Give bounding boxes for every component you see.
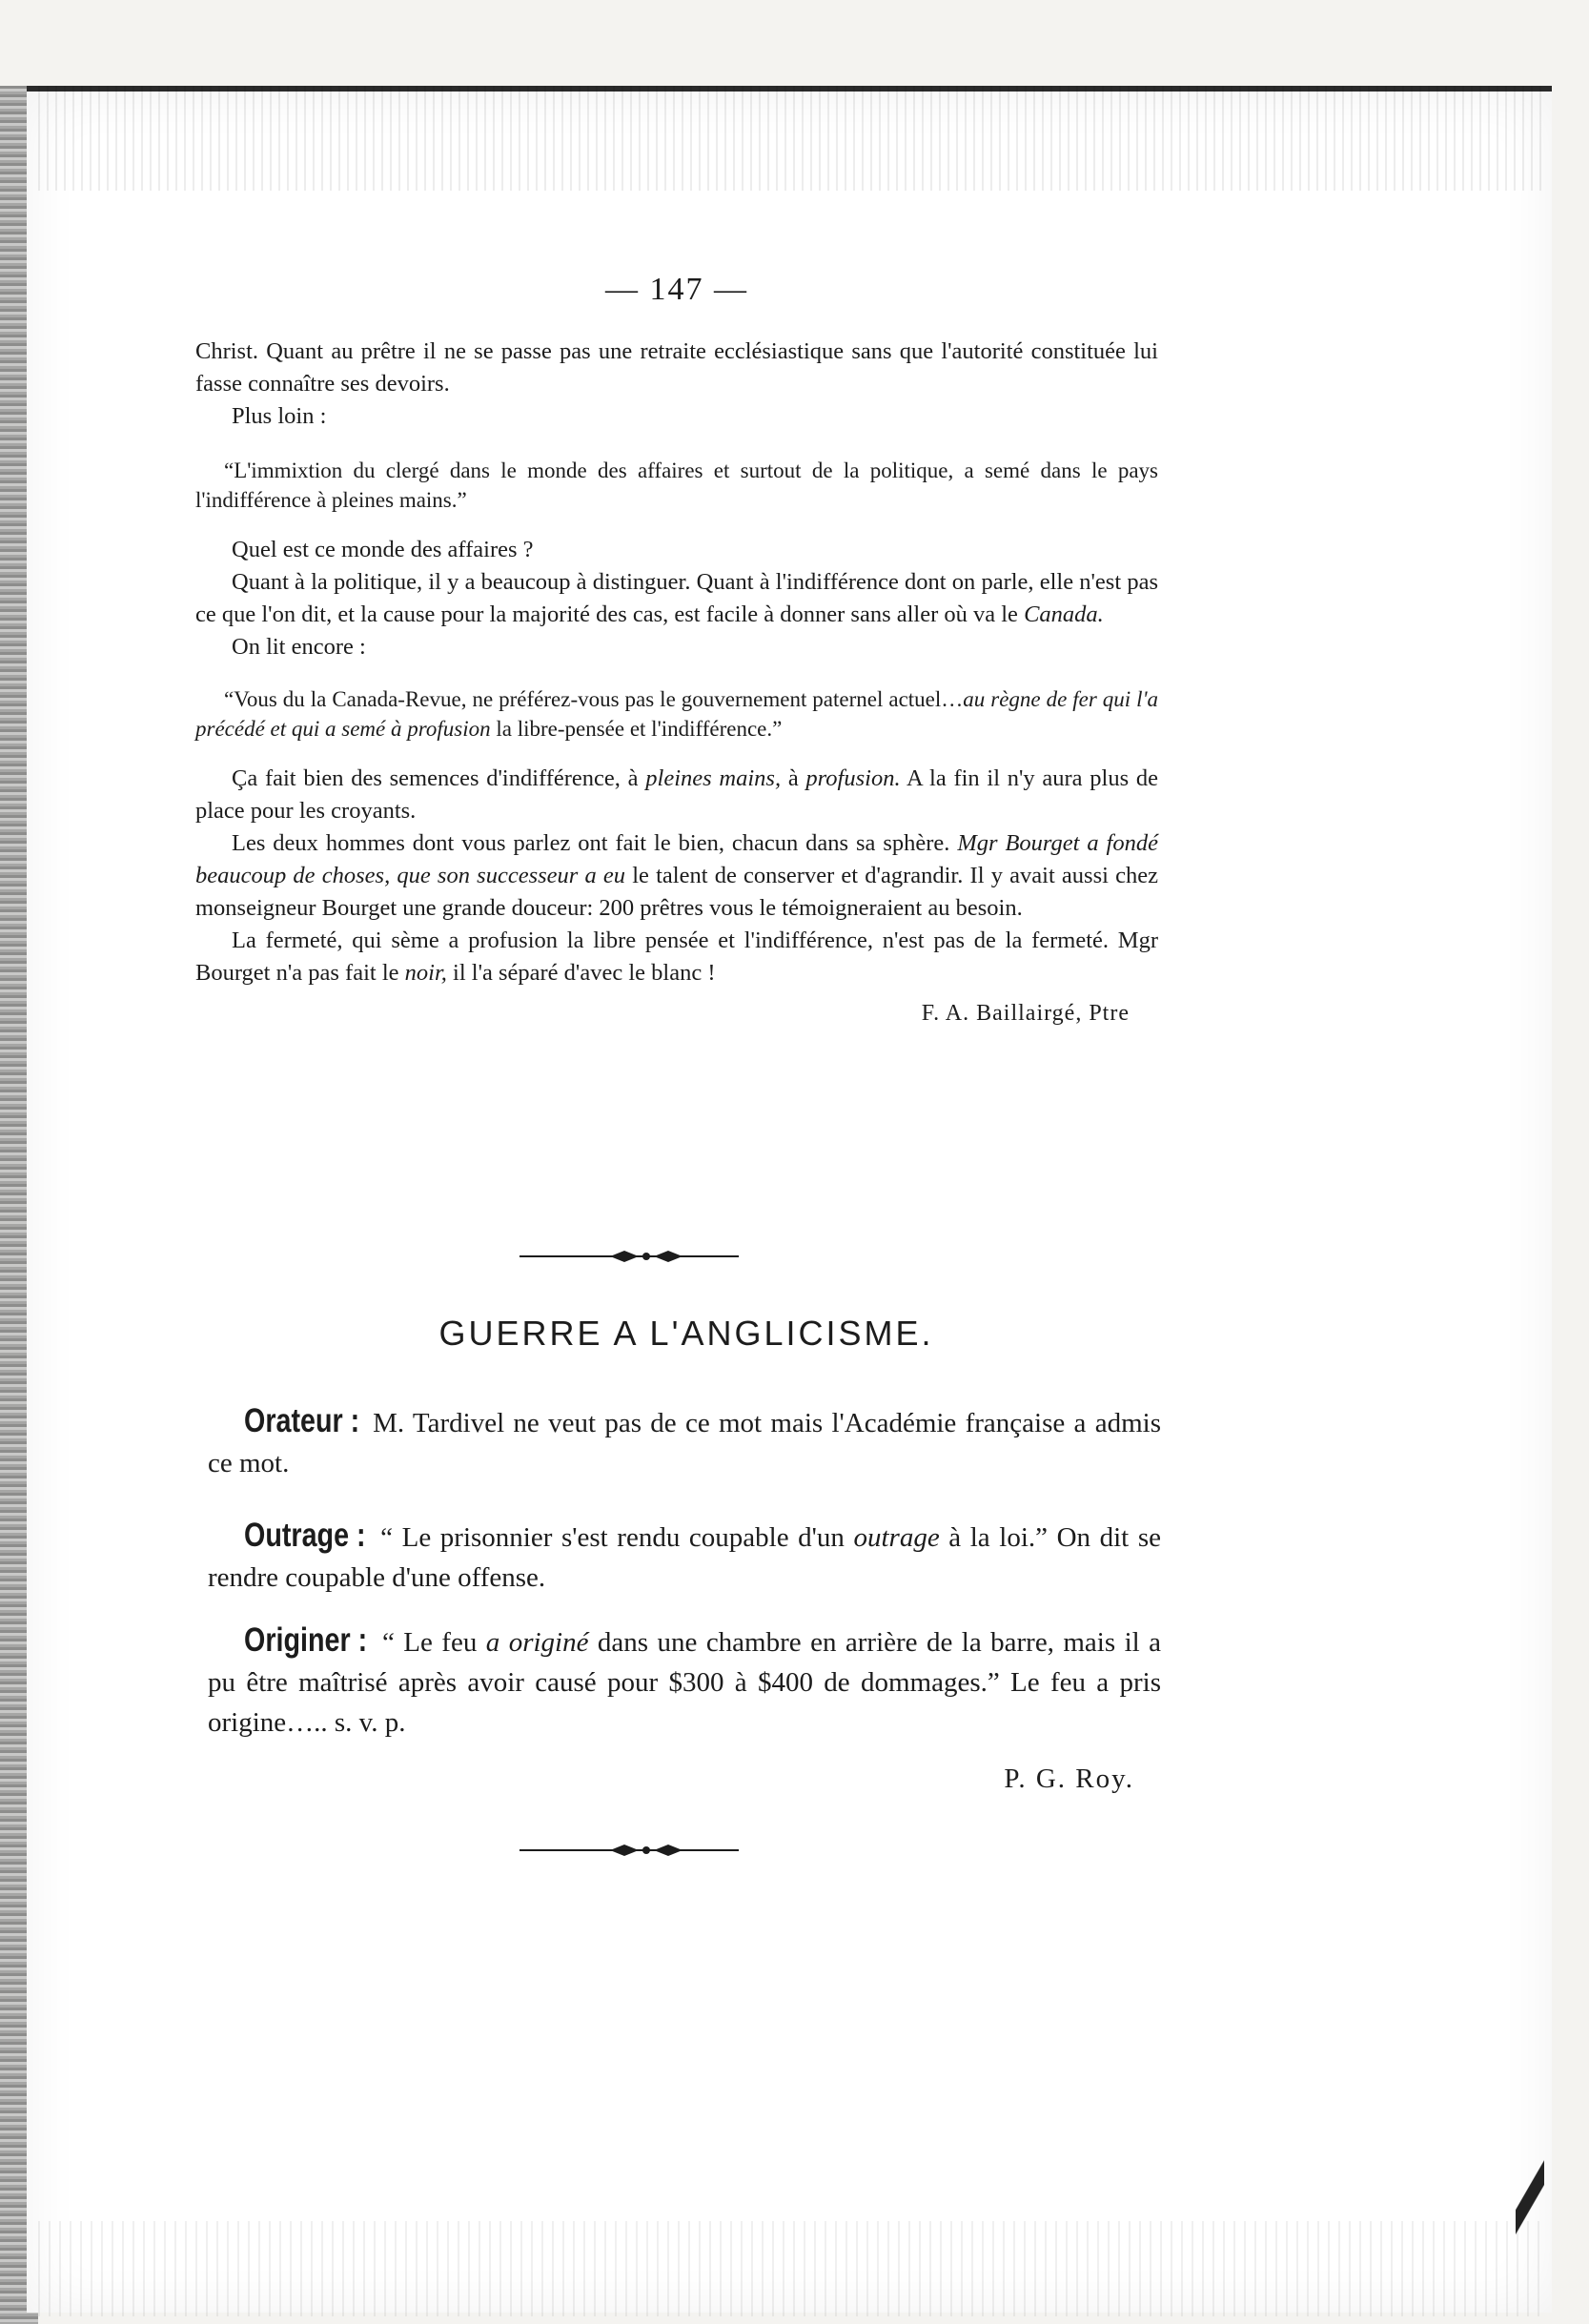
blockquote: “L'immixtion du clergé dans le monde des affaires et surtout de la politique, a semé dans le pays l'indifférence à pleines mains.” — [195, 459, 1158, 512]
entry-text: à la loi.” On dit se rendre coupable d'une offense. — [208, 1522, 1161, 1593]
text-run: Quant à la politique, il y a beaucoup à distinguer. Quant à l'indifférence dont on parle, elle n'est pas ce que l'on dit, et la cause pour la majorité des cas, est facile à donner sans aller où va le — [195, 569, 1158, 627]
paragraph — [195, 827, 1158, 925]
paragraph — [195, 763, 1158, 827]
entry-text: dans une chambre en arrière de la barre, mais il a pu être maîtrisé après avoir causé pour $300 à $400 de dommages.” Le feu a pris origine….. s. v. p. — [208, 1627, 1161, 1738]
entry-text: “ Le feu — [373, 1627, 486, 1658]
text-run: à — [781, 765, 806, 791]
italic-text: a originé — [485, 1627, 589, 1658]
glossary-entry-orateur — [208, 1401, 1161, 1483]
text-run: Ça fait bien des semences d'indifférence, à — [232, 765, 646, 791]
italic-text: outrage — [853, 1522, 940, 1553]
text-run: A la fin il n'y aura plus de place pour les croyants. — [195, 765, 1158, 824]
ornament-divider — [519, 1249, 739, 1264]
paragraph: Plus loin : — [232, 403, 327, 429]
blockquote — [195, 684, 1158, 744]
italic-text: pleines mains, — [645, 765, 782, 791]
page-number: — 147 — — [605, 272, 748, 307]
text-run: il l'a séparé d'avec le blanc ! — [446, 960, 716, 986]
author-signature: P. G. Roy. — [1004, 1763, 1134, 1794]
entry-term: Originer : — [244, 1621, 368, 1659]
text-run: Les deux hommes dont vous parlez ont fait le bien, chacun dans sa sphère. — [232, 830, 958, 856]
paragraph — [195, 566, 1158, 631]
article-baillairge — [195, 336, 1158, 1029]
italic-text: noir, — [404, 960, 447, 986]
ornament-divider — [519, 1843, 739, 1858]
entry-text: M. Tardivel ne veut pas de ce mot mais l'Académie française a admis ce mot. — [208, 1408, 1161, 1478]
paragraph: Quel est ce monde des affaires ? — [232, 537, 534, 562]
page-corner-mark — [1516, 2135, 1544, 2250]
paragraph: Christ. Quant au prêtre il ne se passe pas une retraite ecclésiastique sans que l'autorité constituée lui fasse connaître ses devoirs. — [195, 338, 1158, 397]
text-run: “Vous du la Canada-Revue, ne préférez-vous pas le gouvernement paternel actuel… — [224, 687, 964, 711]
italic-text: Mgr Bourget a fondé beaucoup de choses, que son successeur a eu — [195, 830, 1158, 888]
author-signature: F. A. Baillairgé, Ptre — [921, 1001, 1130, 1026]
entry-text: “ Le prisonnier s'est rendu coupable d'un — [371, 1522, 854, 1553]
entry-term: Orateur : — [244, 1402, 360, 1439]
entry-term: Outrage : — [244, 1517, 366, 1554]
glossary-entry-outrage — [208, 1516, 1161, 1598]
scan-noise-top — [38, 86, 1544, 191]
italic-text: au règne de fer qui l'a précédé et qui a semé à profusion — [195, 687, 1158, 741]
text-run: la libre-pensée et l'indifférence.” — [490, 717, 783, 741]
text-run: La fermeté, qui sème a profusion la libre pensée et l'indifférence, n'est pas de la fermeté. Mgr Bourget n'a pas fait le — [195, 928, 1158, 986]
glossary-entry-originer — [208, 1621, 1161, 1743]
italic-text: Canada. — [1024, 601, 1104, 627]
italic-text: profusion. — [805, 765, 901, 791]
scan-noise-bottom — [38, 2221, 1544, 2316]
text-run: le talent de conserver et d'agrandir. Il y avait aussi chez monseigneur Bourget une grande douceur: 200 prêtres vous le témoigneraient au besoin. — [195, 863, 1158, 921]
section-title: GUERRE A L'ANGLICISME. — [438, 1314, 934, 1353]
paragraph — [195, 925, 1158, 989]
paragraph: On lit encore : — [232, 634, 366, 660]
